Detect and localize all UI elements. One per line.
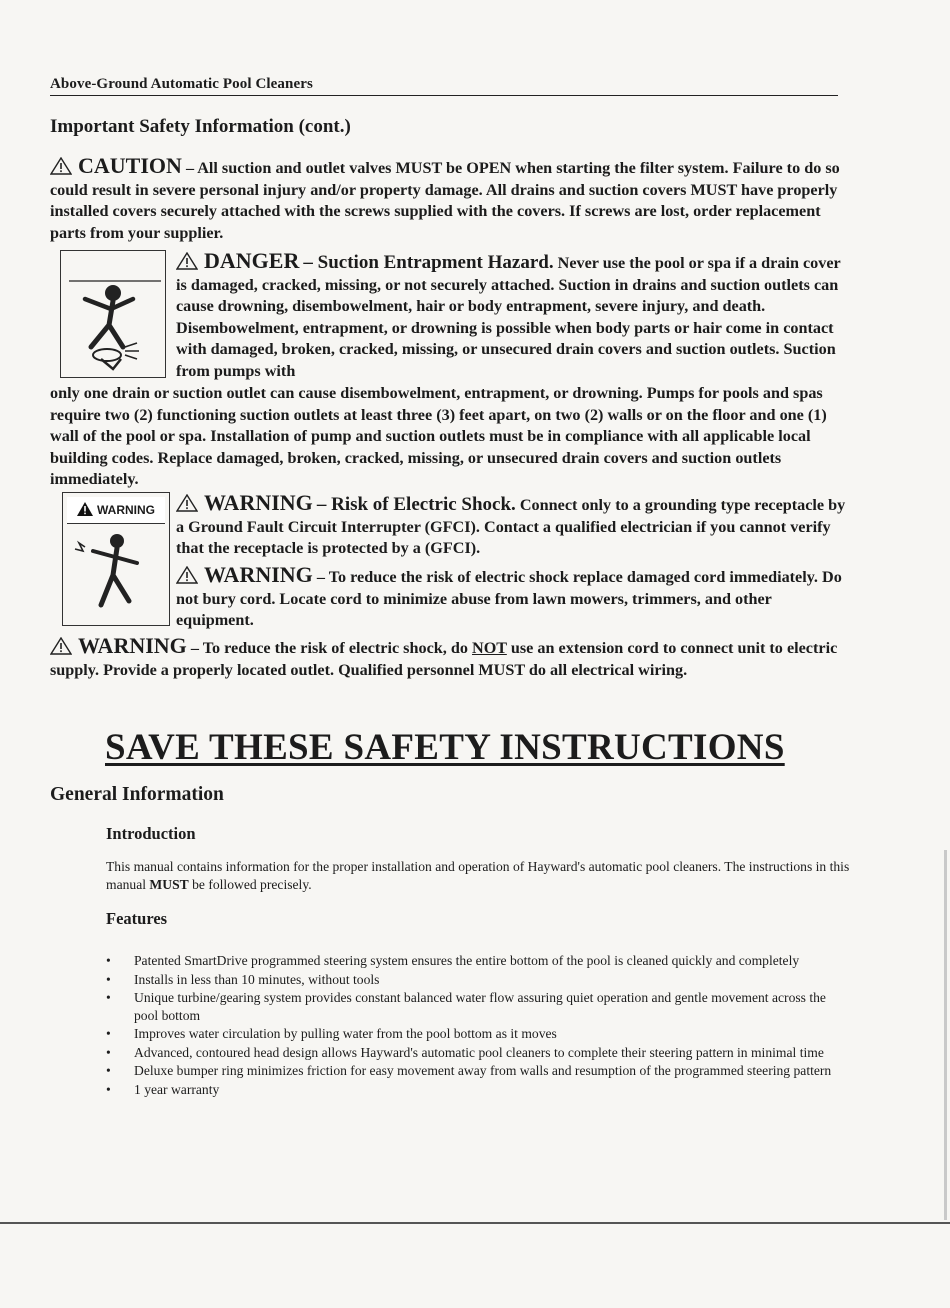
danger-paragraph-full: only one drain or suction outlet can cause disembowelment, entrapment, or drowning. Pumps for pools and spas require two (2) functioning suction outlets at least three (3) feet apart, on two (2) walls or on the floor and one (1) wall of the pool or spa. Installation of pump and suction outlets must be in compliance with all applicable local building codes. Replace damaged, broken, cracked, missing, or unsecured drain covers and suction outlets immediately. [50,384,827,488]
electric-shock-icon [63,525,169,623]
bullet-icon: • [106,990,111,1005]
bullet-icon: • [106,1081,111,1097]
bullet-icon: • [106,953,111,968]
list-item: • 1 year warranty [106,1081,220,1097]
drain-entrapment-icon [61,251,165,377]
warning-triangle-icon [50,157,72,175]
bullet-icon: • [106,1044,111,1060]
caution-paragraph [50,155,850,244]
list-item: • Advanced, contoured head design allows Hayward's automatic pool cleaners to complete their steering pattern in minimal time [106,1044,824,1060]
list-item: • Improves water circulation by pulling water from the pool bottom as it moves [106,1026,557,1041]
section-title: Important Safety Information (cont.) [50,116,351,137]
warning1-label: WARNING [204,490,313,515]
running-header: Above-Ground Automatic Pool Cleaners [50,76,838,96]
danger-heading: – Suction Entrapment Hazard. [303,252,554,273]
features-title: Features [106,909,168,928]
introduction-title: Introduction [106,824,196,843]
list-item: • Installs in less than 10 minutes, without tools [106,971,380,987]
danger-label: DANGER [204,248,300,273]
intro-text-post: be followed precisely. [188,876,312,892]
warning-shock-paragraph [176,492,848,560]
warning1-text: Connect only to a grounding type receptacle by a Ground Fault Circuit Interrupter (GFCI). Contact a qualified electrician if you cannot verify that the receptacle is protected by a (GFCI). [176,496,846,557]
list-item: • Deluxe bumper ring minimizes friction for easy movement away from walls and resumption of the programmed steering pattern [106,1063,832,1078]
list-item: • Patented SmartDrive programmed steering system ensures the entire bottom of the pool is cleaned quickly and completely [106,953,800,968]
warning-triangle-filled-icon [77,502,93,519]
intro-must: MUST [149,876,189,892]
warning-triangle-icon [176,566,198,584]
bullet-icon: • [106,1063,111,1078]
electric-shock-pictogram [62,492,170,626]
warning-box-label: WARNING [97,503,155,517]
danger-paragraph-indented [176,250,848,382]
warning-triangle-icon [176,252,198,270]
features-list [106,952,846,1099]
warning-extension-paragraph [50,635,850,681]
warning-cord-paragraph [176,564,848,632]
list-item: • Unique turbine/gearing system provides constant balanced water flow assuring quiet operation and gentle movement across the pool bottom [106,990,826,1023]
warning3-not: NOT [472,639,507,657]
scan-edge-shadow [944,850,947,1220]
warning3-text-pre: – To reduce the risk of electric shock, do [190,639,473,657]
warning2-text: – To reduce the risk of electric shock replace damaged cord immediately. Do not bury cord. Locate cord to minimize abuse from lawn mowers, trimmers, and other equipment. [176,568,842,629]
introduction-text [106,858,850,893]
warning3-label: WARNING [78,633,187,658]
bullet-icon: • [106,971,111,987]
intro-text-pre: This manual contains information for the proper installation and operation of Hayward's automatic pool cleaners. The instructions in this manual [106,859,850,892]
warning1-heading: – Risk of Electric Shock. [316,494,516,515]
warning2-label: WARNING [204,562,313,587]
danger-text: Never use the pool or spa if a drain cover is damaged, cracked, missing, or not securely attached. Suction in drains and suction outlets can cause drowning, disembowelment, hair or body entrapment, severe injury, and death. Disembowelment, entrapment, or drowning is possible when body parts or hair come in contact with damaged, broken, cracked, missing, or unsecured drain covers and suction outlets. Suction from pumps with [176,254,841,380]
general-information-title: General Information [50,784,224,805]
page-bottom-rule [0,1222,950,1224]
warning-triangle-icon [50,637,72,655]
save-instructions-title: SAVE THESE SAFETY INSTRUCTIONS [105,727,785,768]
bullet-icon: • [106,1026,111,1041]
caution-text: – All suction and outlet valves MUST be OPEN when starting the filter system. Failure to do so could result in severe personal injury and/or property damage. All drains and suction covers MUST have properly installed covers securely attached with the screws supplied with the covers. If screws are lost, order replacement parts from your supplier. [50,159,840,242]
entrapment-pictogram [60,250,166,378]
caution-label: CAUTION [78,153,182,178]
warning-box-header [67,497,165,524]
warning-triangle-icon [176,494,198,512]
warning3-text-post: use an extension cord to connect unit to electric supply. Provide a properly located outlet. Qualified personnel MUST do all electrical wiring. [50,639,838,679]
